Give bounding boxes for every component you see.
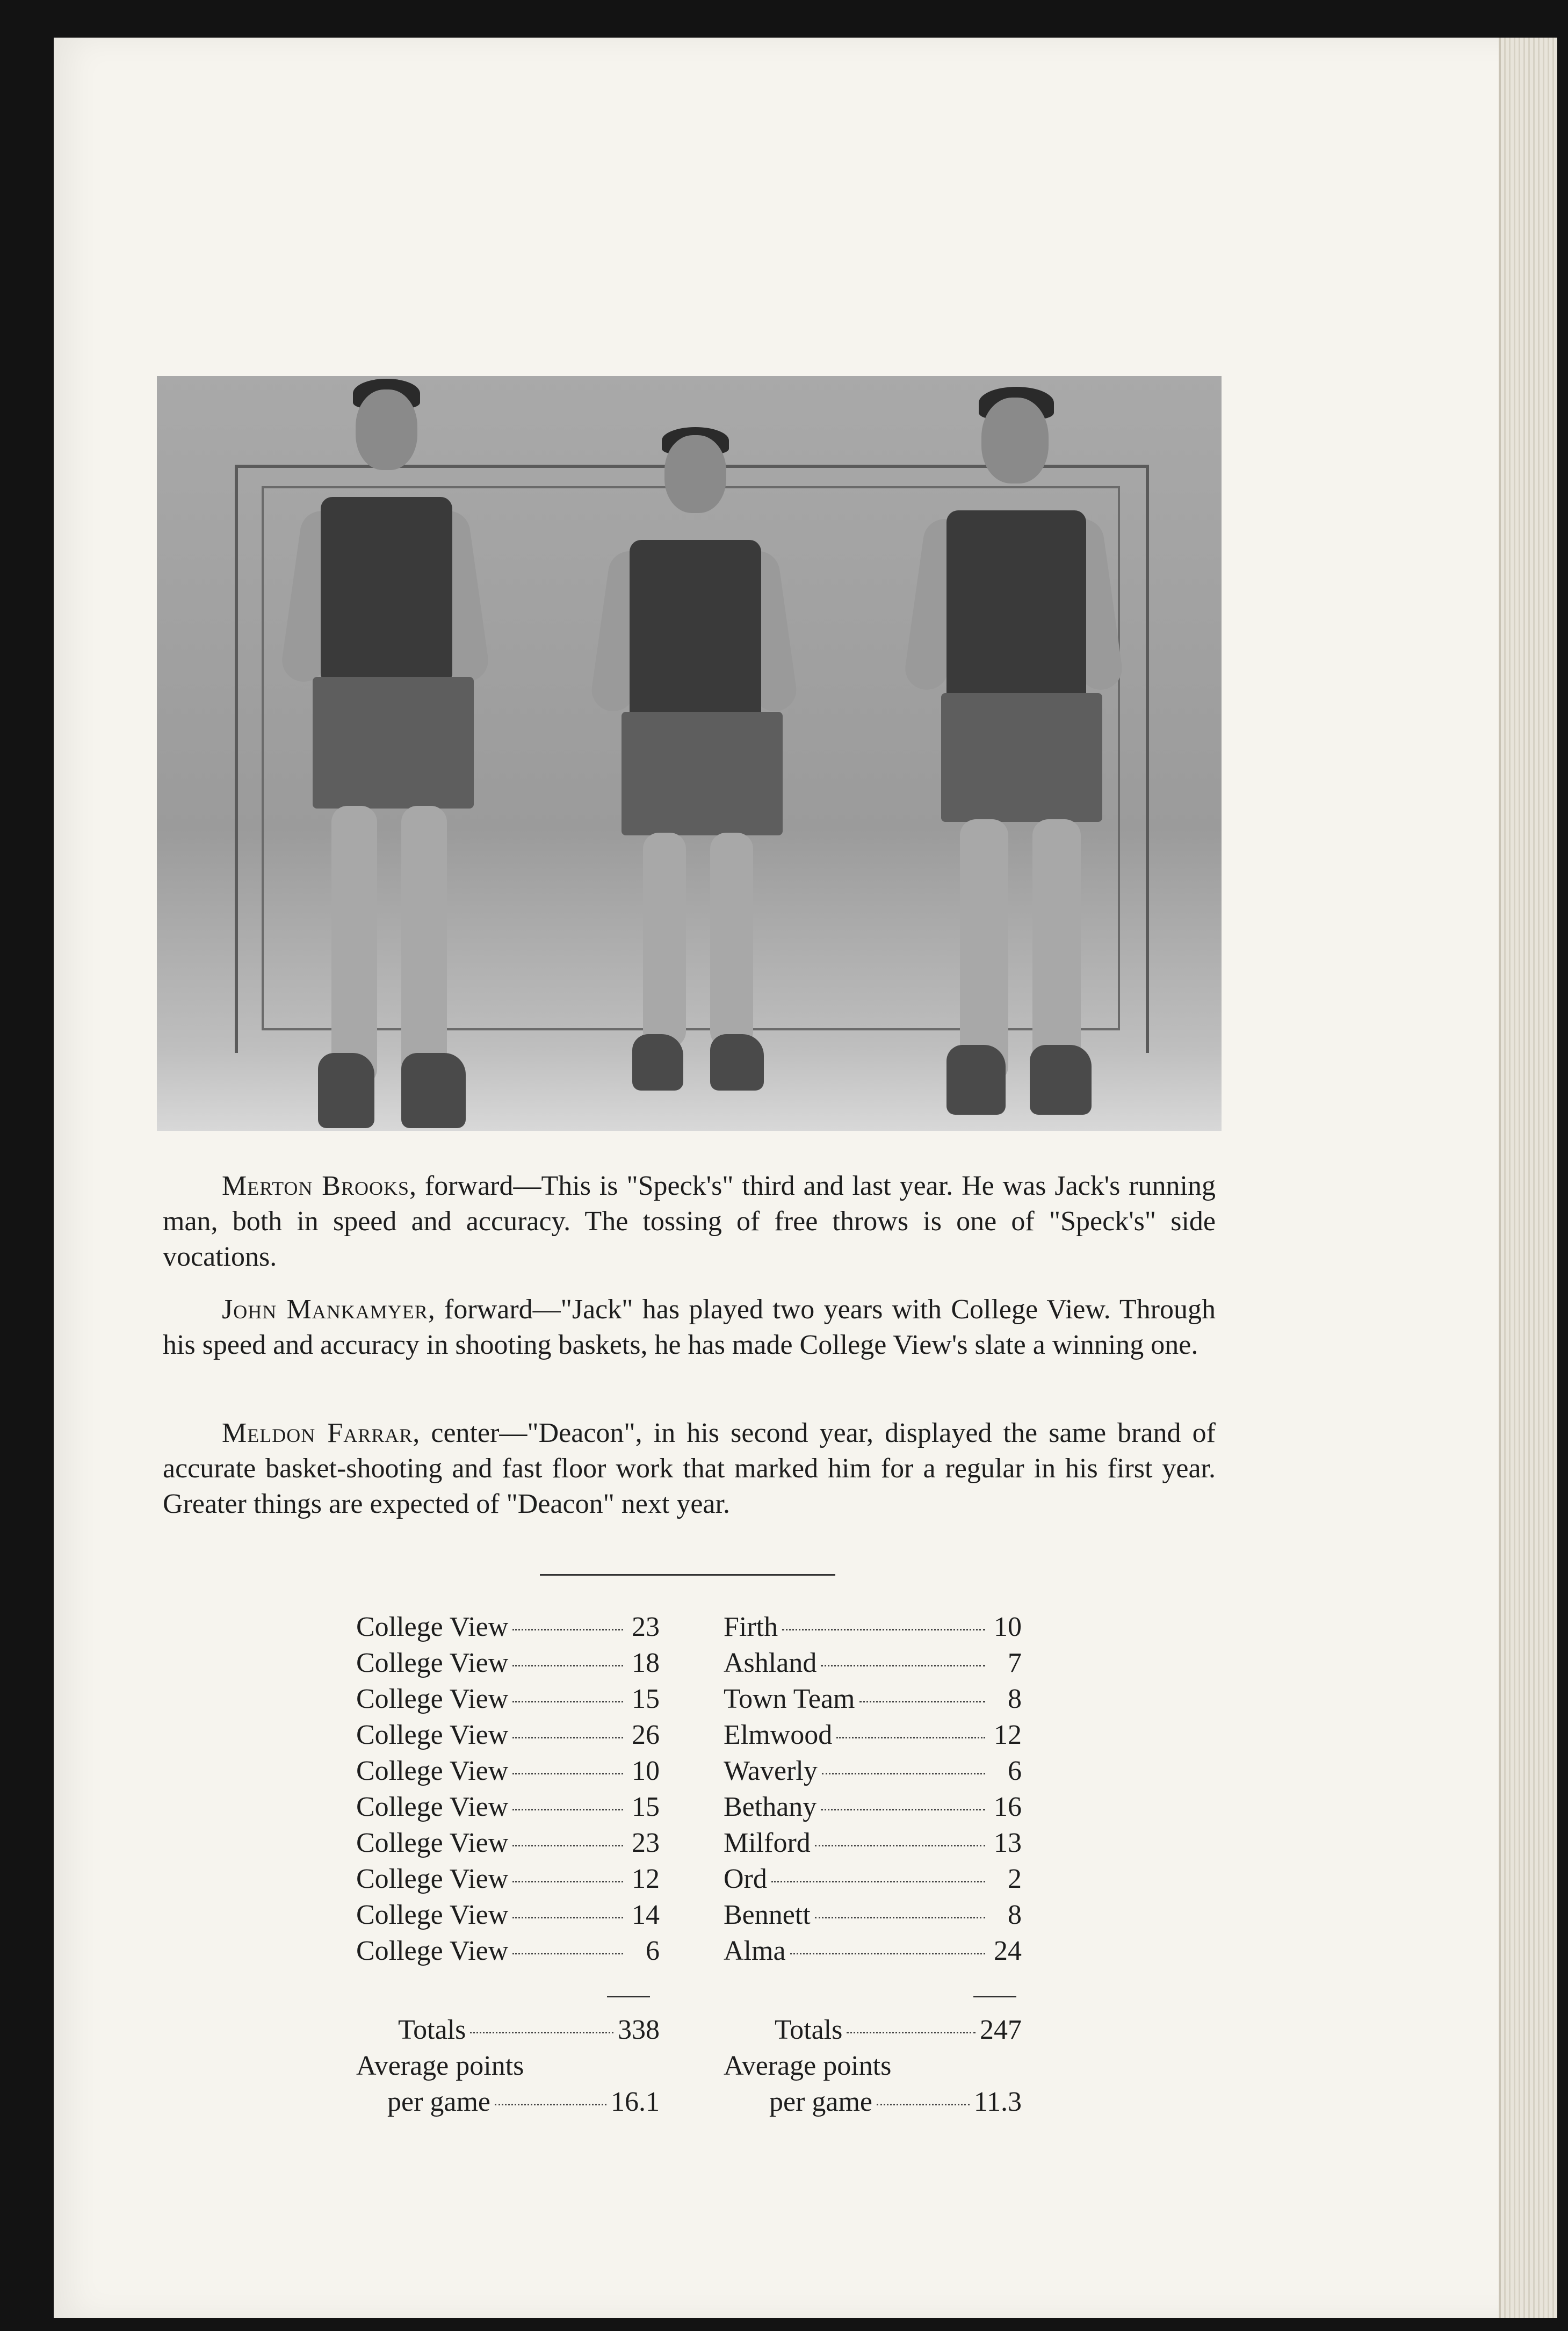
team-name: College View	[356, 1900, 509, 1930]
team-score: 12	[994, 1720, 1022, 1750]
leader-dots	[512, 1665, 623, 1666]
team-name: College View	[356, 1792, 509, 1822]
leader-dots	[877, 2104, 970, 2105]
team-name: Waverly	[724, 1756, 818, 1786]
score-row	[724, 1861, 1022, 1897]
team-score: 10	[994, 1612, 1022, 1642]
score-row	[724, 1681, 1022, 1717]
per-game-label: per game	[769, 2087, 873, 2117]
score-row	[724, 1825, 1022, 1861]
team-name: College View	[356, 1756, 509, 1786]
score-row	[356, 1825, 660, 1861]
team-score: 13	[994, 1828, 1022, 1858]
team-name: College View	[356, 1936, 509, 1966]
leader-dots	[821, 1809, 985, 1810]
leader-dots	[470, 2032, 613, 2033]
right-totals-block	[724, 2012, 1022, 2120]
team-photo	[157, 376, 1222, 1131]
leader-dots	[512, 1845, 623, 1846]
leader-dots	[512, 1917, 623, 1918]
player-bio-farrar	[163, 1416, 1216, 1522]
team-score: 26	[632, 1720, 660, 1750]
player-bio-mankamyer	[163, 1292, 1216, 1363]
team-name: Milford	[724, 1828, 811, 1858]
team-score: 15	[632, 1684, 660, 1714]
leader-dots	[512, 1809, 623, 1810]
team-score: 6	[1008, 1756, 1022, 1786]
leader-dots	[512, 1881, 623, 1882]
right-sum-line	[973, 1996, 1016, 1997]
team-score: 14	[632, 1900, 660, 1930]
score-row	[356, 1933, 660, 1969]
leader-dots	[847, 2032, 976, 2033]
team-score: 23	[632, 1828, 660, 1858]
player-name: Merton Brooks	[222, 1171, 410, 1201]
leader-dots	[859, 1701, 986, 1702]
section-divider	[540, 1574, 835, 1576]
team-name: Ord	[724, 1864, 767, 1894]
player-name: Meldon Farrar	[222, 1418, 413, 1448]
average-value: 11.3	[973, 2087, 1022, 2117]
score-row	[724, 1645, 1022, 1681]
team-score: 8	[1008, 1684, 1022, 1714]
team-score: 12	[632, 1864, 660, 1894]
totals-label: Totals	[398, 2015, 466, 2045]
score-row	[356, 1681, 660, 1717]
score-row	[724, 1609, 1022, 1645]
left-totals-block	[356, 2012, 660, 2120]
leader-dots	[771, 1881, 985, 1882]
score-row	[724, 1933, 1022, 1969]
team-score: 18	[632, 1648, 660, 1678]
team-name: Bethany	[724, 1792, 817, 1822]
player-bio-text: , forward—"Jack" has played two years with College View. Through his speed and accuracy in shooting baskets, he has made College View's slate a winning one.	[163, 1294, 1216, 1360]
score-row	[356, 1609, 660, 1645]
team-name: Bennett	[724, 1900, 811, 1930]
average-label: Average points	[356, 2051, 524, 2081]
leader-dots	[821, 1665, 985, 1666]
leader-dots	[512, 1701, 623, 1702]
left-sum-line	[607, 1996, 650, 1997]
totals-value: 338	[618, 2015, 660, 2045]
score-row	[356, 1753, 660, 1789]
leader-dots	[782, 1629, 985, 1630]
score-row	[356, 1789, 660, 1825]
score-row	[356, 1645, 660, 1681]
player-bio-text: , forward—This is "Speck's" third and last year. He was Jack's running man, both in speed and accuracy. The tossing of free throws is one of "Speck's" side vocations.	[163, 1171, 1216, 1272]
score-row	[356, 1897, 660, 1933]
leader-dots	[512, 1737, 623, 1738]
team-score: 15	[632, 1792, 660, 1822]
score-row	[356, 1861, 660, 1897]
leader-dots	[512, 1773, 623, 1774]
team-score: 2	[1008, 1864, 1022, 1894]
leader-dots	[822, 1773, 985, 1774]
team-score: 7	[1008, 1648, 1022, 1678]
leader-dots	[815, 1917, 985, 1918]
college-view-scores	[356, 1609, 660, 1969]
team-name: College View	[356, 1864, 509, 1894]
totals-value: 247	[980, 2015, 1022, 2045]
team-score: 24	[994, 1936, 1022, 1966]
team-name: Elmwood	[724, 1720, 833, 1750]
player-name: John Mankamyer	[222, 1294, 428, 1325]
totals-label: Totals	[775, 2015, 843, 2045]
score-row	[724, 1897, 1022, 1933]
team-score: 8	[1008, 1900, 1022, 1930]
leader-dots	[495, 2104, 606, 2105]
team-score: 23	[632, 1612, 660, 1642]
score-row	[724, 1753, 1022, 1789]
leader-dots	[512, 1953, 623, 1954]
leader-dots	[836, 1737, 985, 1738]
leader-dots	[512, 1629, 623, 1630]
opponent-scores	[724, 1609, 1022, 1969]
team-name: College View	[356, 1720, 509, 1750]
score-row	[724, 1717, 1022, 1753]
team-name: College View	[356, 1612, 509, 1642]
team-score: 10	[632, 1756, 660, 1786]
average-value: 16.1	[611, 2087, 660, 2117]
team-name: Firth	[724, 1612, 778, 1642]
team-name: College View	[356, 1684, 509, 1714]
team-score: 6	[646, 1936, 660, 1966]
leader-dots	[815, 1845, 985, 1846]
leader-dots	[790, 1953, 985, 1954]
per-game-label: per game	[387, 2087, 491, 2117]
player-bio-text: , center—"Deacon", in his second year, displayed the same brand of accurate basket-shooting and fast floor work that marked him for a regular in his first year. Greater things are expected of "Deacon" next year.	[163, 1418, 1216, 1519]
team-name: College View	[356, 1828, 509, 1858]
team-name: Town Team	[724, 1684, 855, 1714]
team-score: 16	[994, 1792, 1022, 1822]
score-row	[356, 1717, 660, 1753]
team-name: Ashland	[724, 1648, 817, 1678]
score-row	[724, 1789, 1022, 1825]
player-bio-brooks	[163, 1168, 1216, 1275]
page-edge	[1499, 38, 1557, 2318]
team-name: College View	[356, 1648, 509, 1678]
team-name: Alma	[724, 1936, 786, 1966]
average-label: Average points	[724, 2051, 892, 2081]
